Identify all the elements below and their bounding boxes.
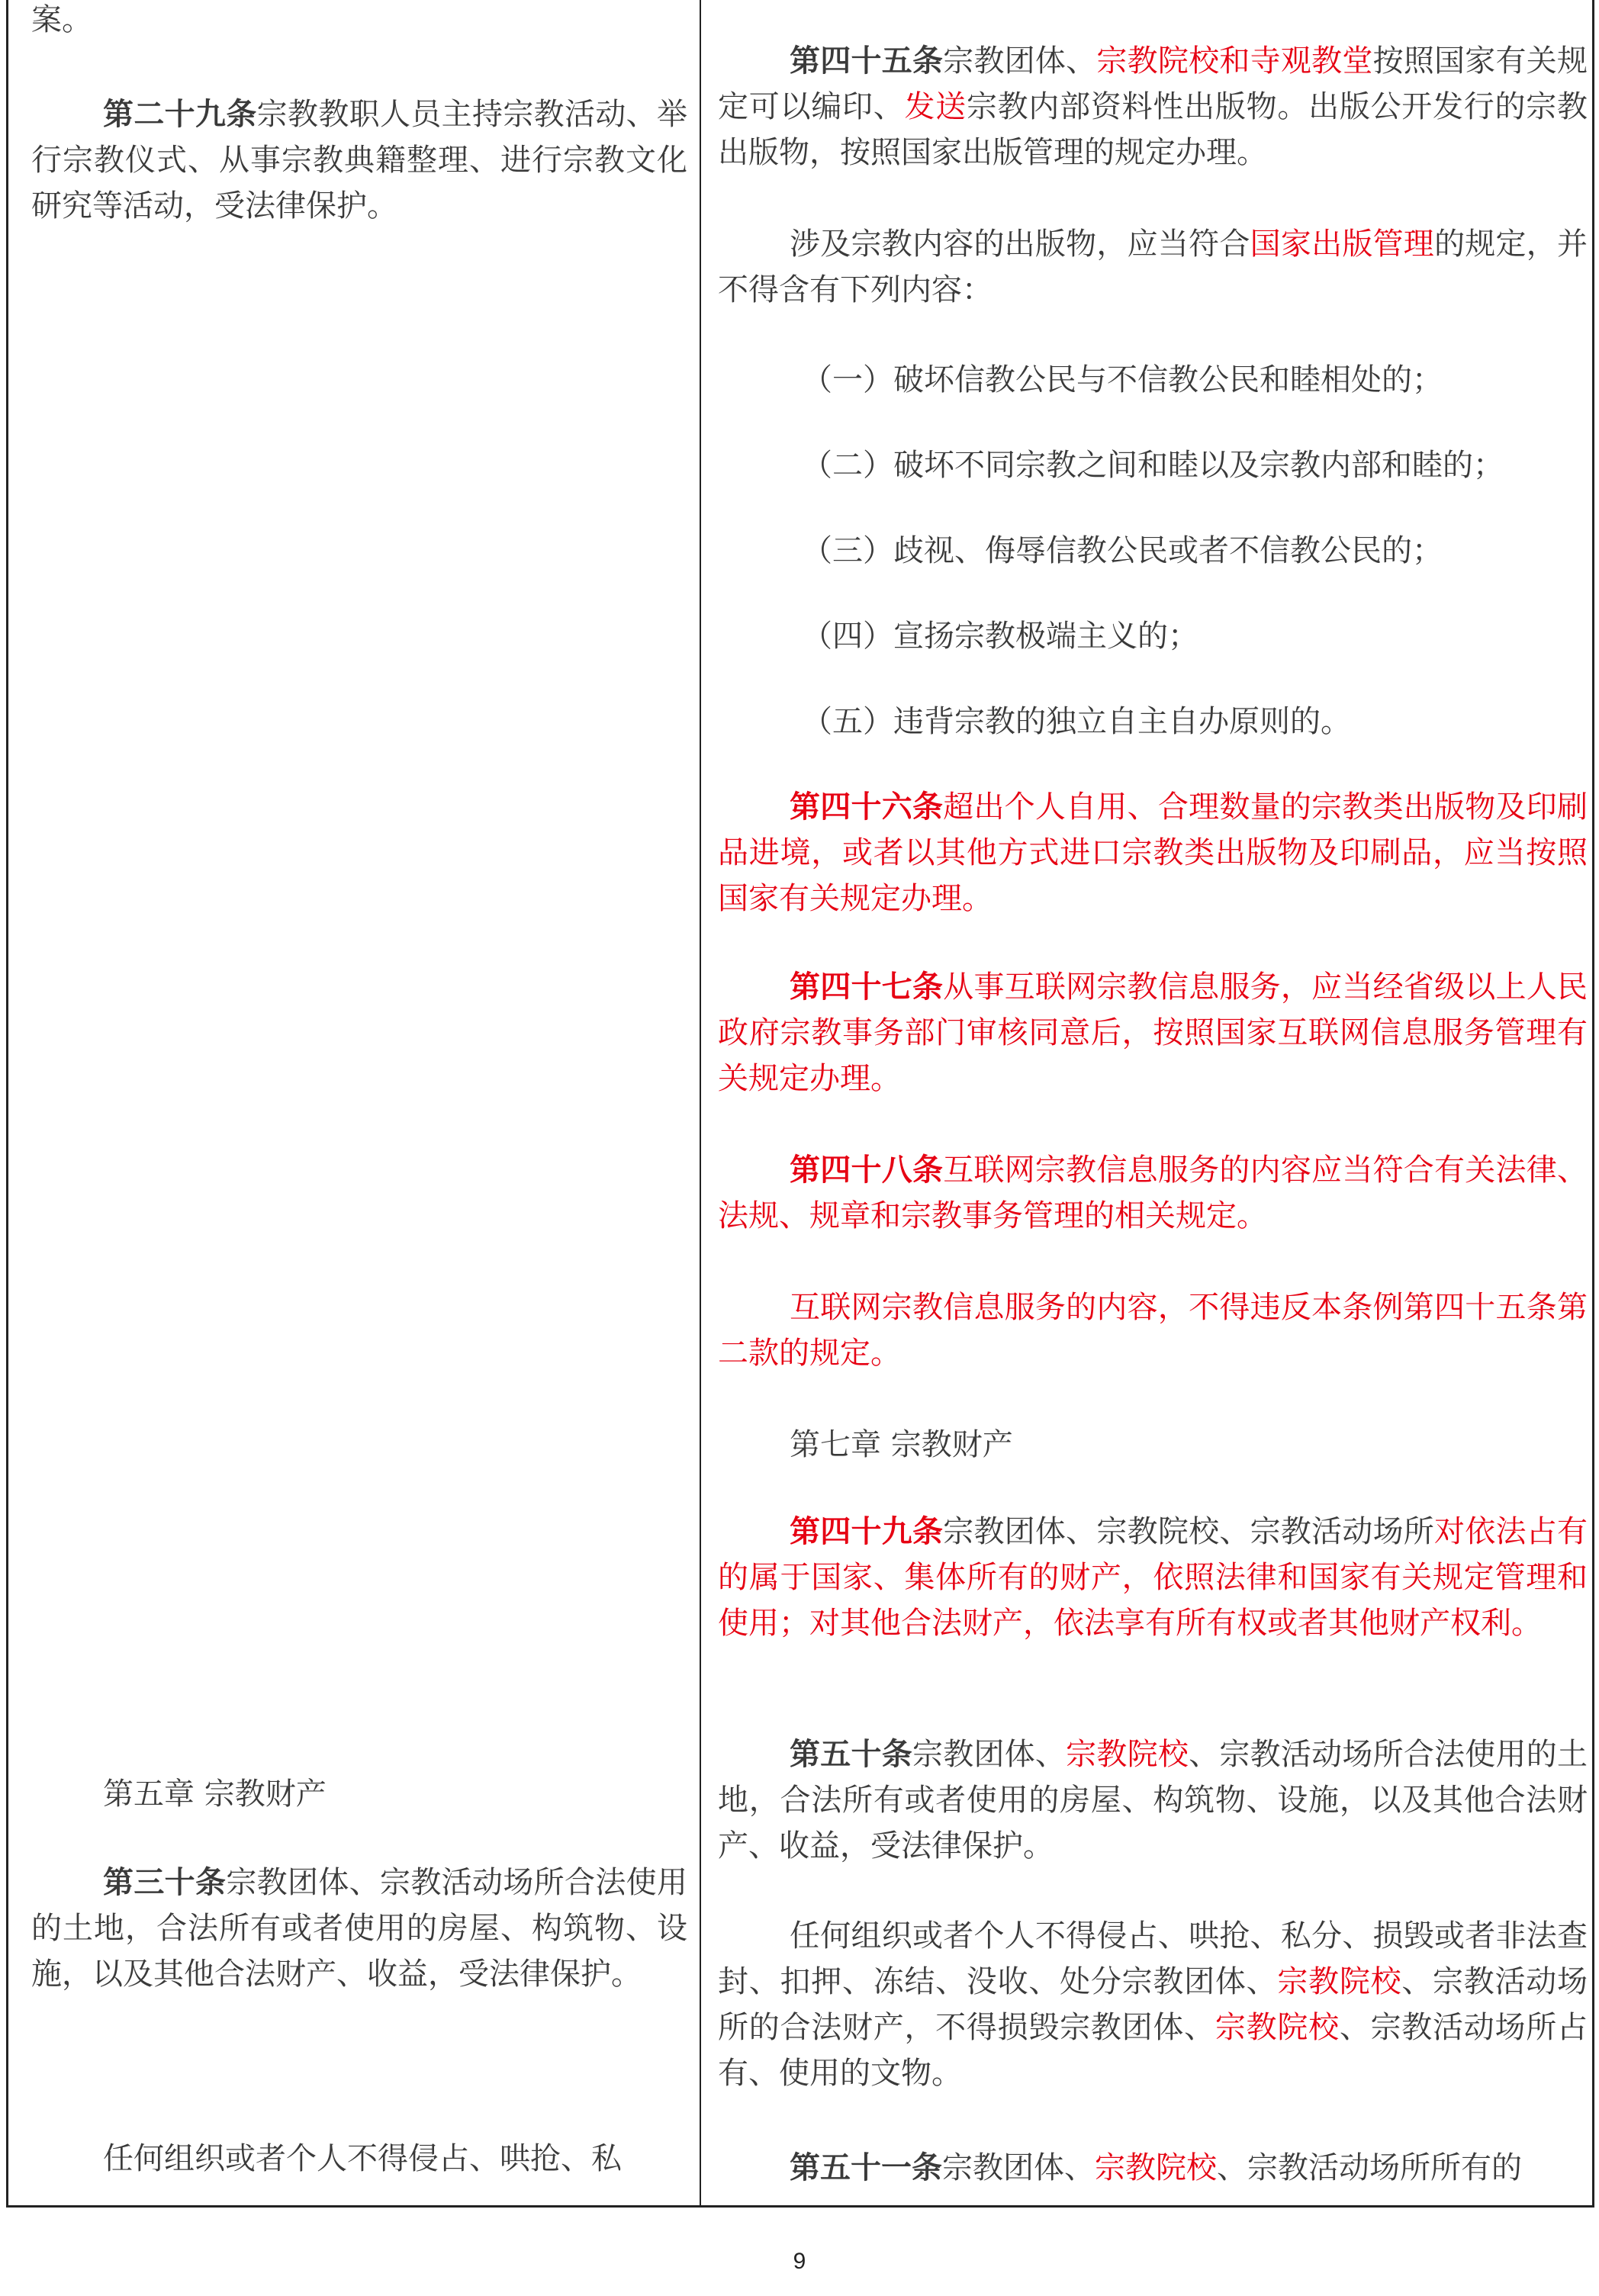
article-30-title: 第三十条: [103, 1864, 227, 1900]
article-45: 第四十五条宗教团体、宗教院校和寺观教堂按照国家有关规定可以编印、发送宗教内部资料性出版物。出版公开发行的宗教出版物，按照国家出版管理的规定办理。: [718, 43, 1588, 170]
article-47-title: 第四十七条: [790, 969, 944, 1005]
article-48-title: 第四十八条: [790, 1152, 944, 1188]
article-46-title: 第四十六条: [790, 789, 944, 825]
article-29: [31, 92, 687, 229]
article-50-title: 第五十条: [790, 1736, 912, 1772]
article-45-title: 第四十五条: [790, 43, 944, 79]
article-51-title: 第五十一条: [790, 2150, 942, 2185]
continued-paragraph-tail: 案。: [31, 2, 92, 37]
chapter-7-heading: 第七章 宗教财产: [790, 1427, 1013, 1462]
article-46: 第四十六条超出个人自用、合理数量的宗教类出版物及印刷品进境，或者以其他方式进口宗教类出版物及印刷品，应当按照国家有关规定办理。: [718, 789, 1588, 916]
list-item: （一）破坏信教公民与不信教公民和睦相处的；: [802, 362, 1443, 397]
article-45-paragraph-2: 涉及宗教内容的出版物，应当符合国家出版管理的规定，并不得含有下列内容：: [718, 227, 1588, 307]
chapter-5-heading: 第五章 宗教财产: [103, 1777, 327, 1812]
article-29-body: 宗教教职人员主持宗教活动、举行宗教仪式、从事宗教典籍整理、进行宗教文化研究等活动，受法律保护。: [31, 97, 688, 223]
column-divider: [700, 0, 701, 2208]
article-30-paragraph-2: 任何组织或者个人不得侵占、哄抢、私: [103, 2141, 622, 2176]
article-50: 第五十条宗教团体、宗教院校、宗教活动场所合法使用的土地，合法所有或者使用的房屋、构筑物、设施，以及其他合法财产、收益，受法律保护。: [718, 1736, 1588, 1863]
comparison-table-frame: [6, 0, 1594, 2208]
article-50-paragraph-2: 任何组织或者个人不得侵占、哄抢、私分、损毁或者非法查封、扣押、冻结、没收、处分宗教团体、宗教院校、宗教活动场所的合法财产，不得损毁宗教团体、宗教院校、宗教活动场所占有、使用的文物。: [718, 1918, 1588, 2091]
article-51: 第五十一条宗教团体、宗教院校、宗教活动场所所有的: [790, 2150, 1522, 2185]
page-number: 9: [793, 2249, 806, 2274]
article-49-title: 第四十九条: [790, 1513, 944, 1549]
article-48: 第四十八条互联网宗教信息服务的内容应当符合有关法律、法规、规章和宗教事务管理的相关规定。: [718, 1152, 1588, 1233]
article-49: 第四十九条宗教团体、宗教院校、宗教活动场所对依法占有的属于国家、集体所有的财产，依照法律和国家有关规定管理和使用；对其他合法财产，依法享有所有权或者其他财产权利。: [718, 1513, 1588, 1641]
list-item: （四）宣扬宗教极端主义的；: [802, 619, 1198, 654]
article-29-title: 第二十九条: [103, 96, 257, 132]
article-47: 第四十七条从事互联网宗教信息服务，应当经省级以上人民政府宗教事务部门审核同意后，按照国家互联网信息服务管理有关规定办理。: [718, 969, 1588, 1096]
list-item: （三）歧视、侮辱信教公民或者不信教公民的；: [802, 533, 1443, 568]
list-item: （二）破坏不同宗教之间和睦以及宗教内部和睦的；: [802, 448, 1504, 483]
list-item: （五）违背宗教的独立自主自办原则的。: [802, 704, 1351, 739]
article-30: [31, 1860, 687, 1997]
article-48-paragraph-2: 互联网宗教信息服务的内容，不得违反本条例第四十五条第二款的规定。: [718, 1290, 1588, 1371]
article-30-body: 宗教团体、宗教活动场所合法使用的土地，合法所有或者使用的房屋、构筑物、设施，以及其他合法财产、收益，受法律保护。: [31, 1865, 688, 1992]
